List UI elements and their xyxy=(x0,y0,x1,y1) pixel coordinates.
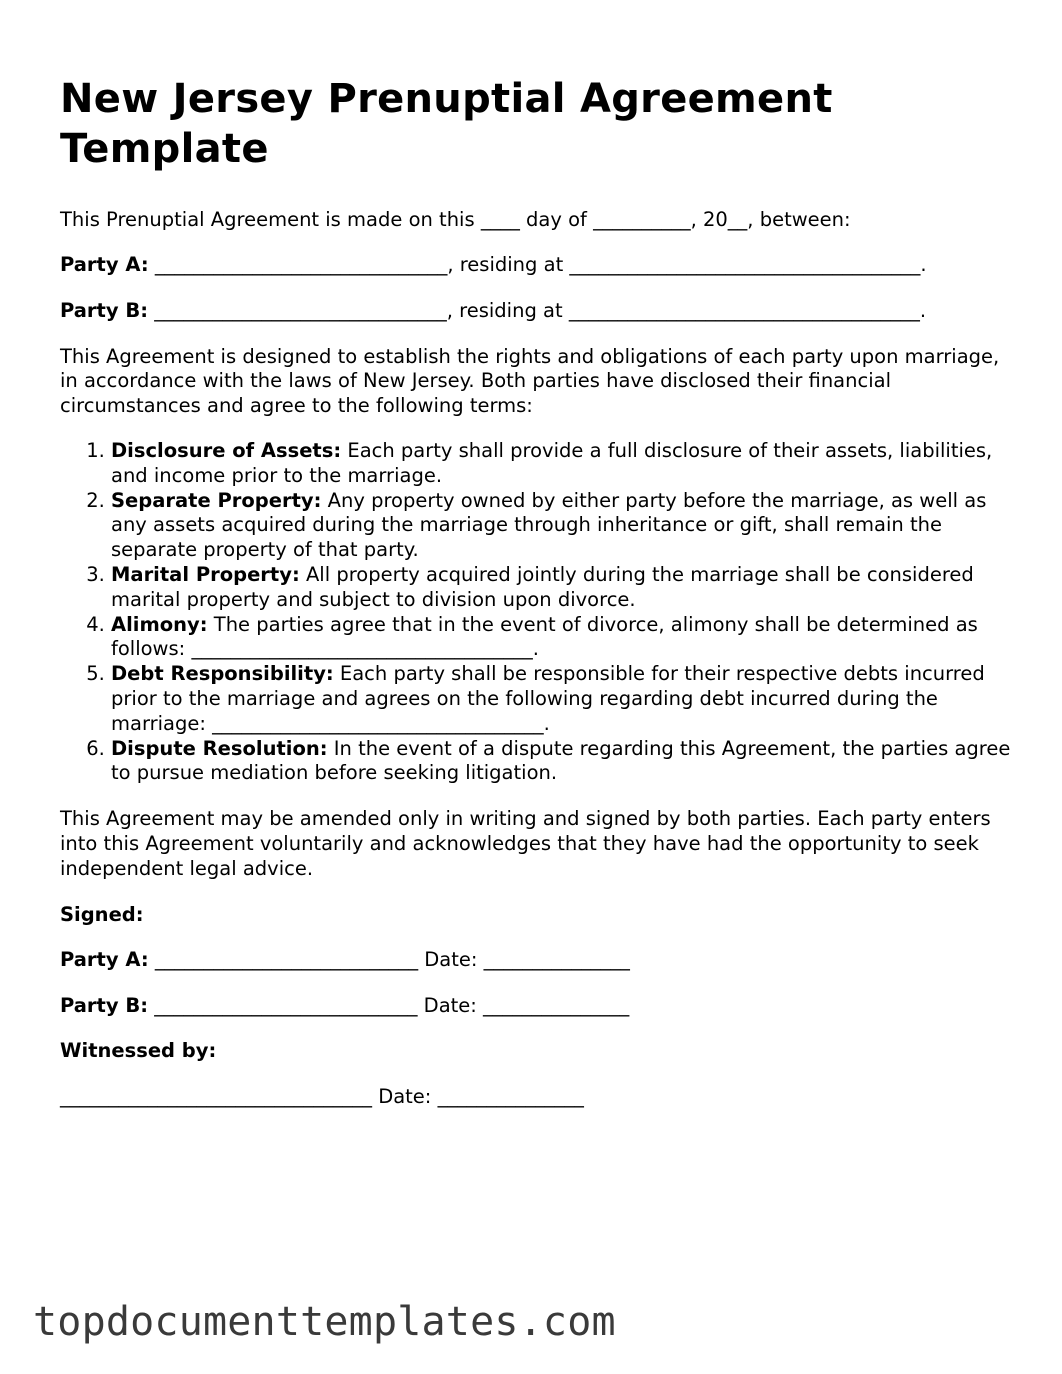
term-item xyxy=(111,489,1020,563)
term-item xyxy=(111,613,1020,663)
term-heading: Marital Property: xyxy=(111,562,300,586)
signed-heading: Signed: xyxy=(60,902,144,926)
term-text: All property acquired jointly during the marriage shall be considered marital property and subject to division upon divorce. xyxy=(111,562,974,611)
term-text: Any property owned by either party before the marriage, as well as any assets acquired during the marriage through inheritance or gift, shall remain the separate property of that party. xyxy=(111,488,987,562)
document-title: New Jersey Prenuptial Agreement Template xyxy=(60,76,833,172)
party-b-fill: ______________________________, residing at ____________________________________. xyxy=(148,298,927,322)
signature-line-party-b xyxy=(60,994,1020,1019)
intro-line: This Prenuptial Agreement is made on this ____ day of __________, 20__, between: xyxy=(60,208,851,231)
signature-fill: ___________________________ Date: _______________ xyxy=(148,948,630,972)
term-text: Each party shall provide a full disclosure of their assets, liabilities, and income prior to the marriage. xyxy=(111,438,993,487)
term-item xyxy=(111,737,1020,787)
party-b-line xyxy=(60,299,1020,324)
term-text: In the event of a dispute regarding this Agreement, the parties agree to pursue mediation before seeking litigation. xyxy=(111,736,1011,785)
term-text: The parties agree that in the event of divorce, alimony shall be determined as follows: ___________________________________. xyxy=(111,612,978,661)
term-item xyxy=(111,439,1020,489)
term-text: Each party shall be responsible for their respective debts incurred prior to the marriage and agrees on the following regarding debt incurred during the marriage: __________________________________. xyxy=(111,662,985,735)
term-heading: Debt Responsibility: xyxy=(111,662,334,686)
party-b-label: Party B: xyxy=(60,298,149,322)
term-heading: Dispute Resolution: xyxy=(111,736,328,760)
term-heading: Separate Property: xyxy=(111,488,322,512)
terms-list xyxy=(60,439,1020,786)
signature-fill: ___________________________ Date: _______________ xyxy=(148,993,630,1017)
witness-signature-line: ________________________________ Date: _______________ xyxy=(60,1084,584,1108)
party-a-label: Party A: xyxy=(60,253,149,277)
amendment-paragraph: This Agreement may be amended only in writing and signed by both parties. Each party enters into this Agreement voluntarily and acknowledges that they have had the opportunity to seek independent legal advice. xyxy=(60,807,991,880)
term-heading: Disclosure of Assets: xyxy=(111,438,342,462)
term-item xyxy=(111,563,1020,613)
document-page xyxy=(60,74,1020,1110)
signature-label: Party A: xyxy=(60,948,149,972)
signature-line-party-a xyxy=(60,948,1020,973)
purpose-paragraph: This Agreement is designed to establish the rights and obligations of each party upon marriage, in accordance with the laws of New Jersey. Both parties have disclosed their financial circumstances and agree to the following terms: xyxy=(60,344,1000,418)
term-item xyxy=(111,662,1020,736)
signed-label xyxy=(60,903,1020,928)
term-heading: Alimony: xyxy=(111,612,208,636)
party-a-fill: ______________________________, residing at ____________________________________. xyxy=(148,253,927,277)
watermark: topdocumenttemplates.com xyxy=(33,1299,616,1345)
signature-label: Party B: xyxy=(60,993,149,1017)
party-a-line xyxy=(60,253,1020,278)
witness-heading: Witnessed by: xyxy=(60,1039,217,1063)
witness-label xyxy=(60,1039,1020,1064)
